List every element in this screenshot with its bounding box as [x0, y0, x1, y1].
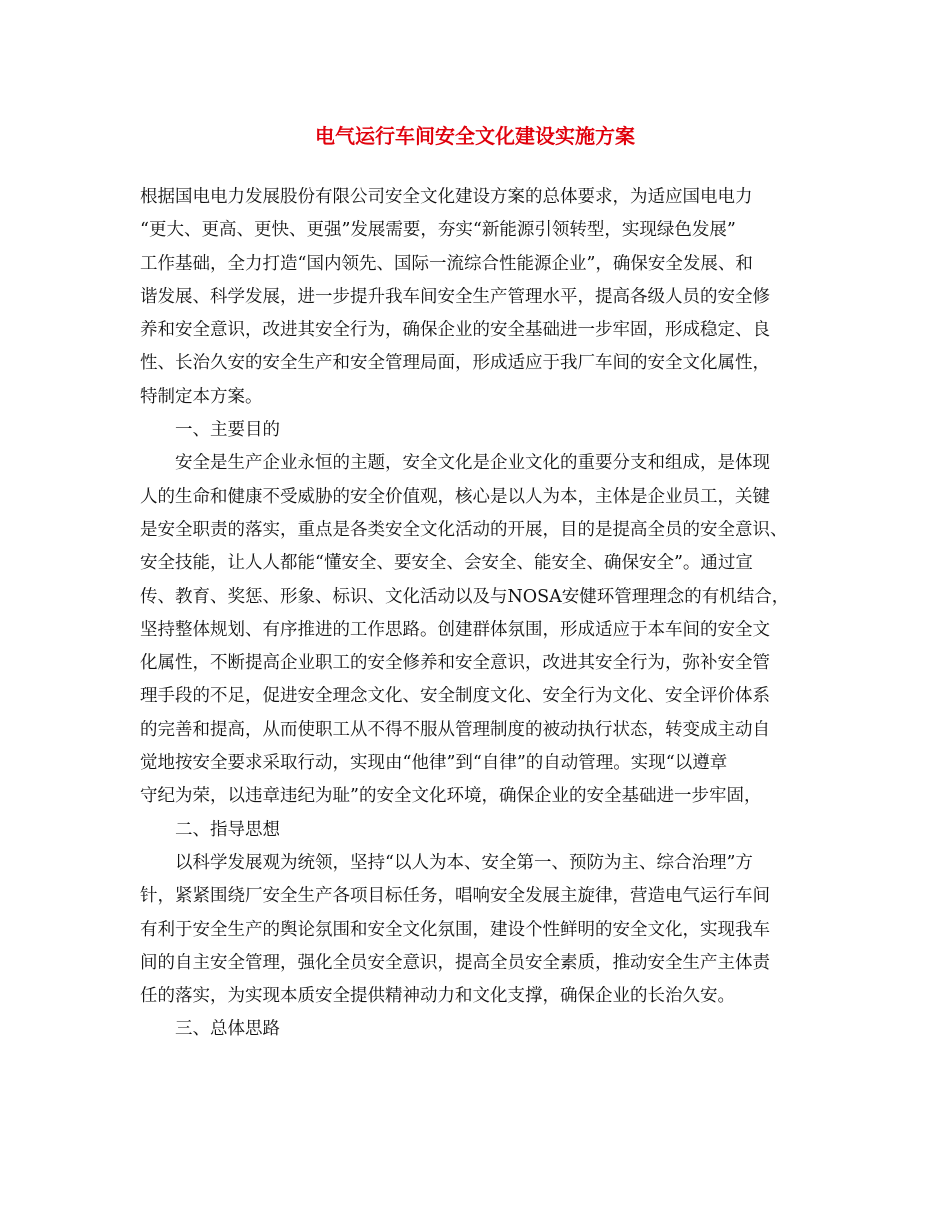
intro-line: 特制定本方案。: [140, 386, 263, 407]
section2-line: 有利于安全生产的舆论氛围和安全文化氛围，建设个性鲜明的安全文化，实现我车: [140, 919, 770, 940]
section2-line: 针，紧紧围绕厂安全生产各项目标任务，唱响安全发展主旋律，营造电气运行车间: [140, 886, 770, 907]
section-heading-guiding-ideology: 二、指导思想: [175, 819, 280, 840]
section2-line: 间的自主安全管理，强化全员安全意识，提高全员安全素质，推动安全生产主体责: [140, 952, 770, 973]
section1-line: 安全是生产企业永恒的主题，安全文化是企业文化的重要分支和组成，是体现: [175, 453, 770, 474]
section1-line: 传、教育、奖惩、形象、标识、文化活动以及与NOSA安健环管理理念的有机结合，: [140, 586, 790, 607]
section1-line: 坚持整体规划、有序推进的工作思路。创建群体氛围，形成适应于本车间的安全文: [140, 619, 770, 640]
section2-line: 以科学发展观为统领，坚持“以人为本、安全第一、预防为主、综合治理”方: [175, 852, 753, 873]
section1-line: 守纪为荣，以违章违纪为耻”的安全文化环境，确保企业的安全基础进一步牢固，: [140, 786, 762, 807]
intro-line: 根据国电电力发展股份有限公司安全文化建设方案的总体要求，为适应国电电力: [140, 187, 753, 207]
document-body: [140, 181, 820, 1047]
intro-line: “更大、更高、更快、更强”发展需要，夯实“新能源引领转型，实现绿色发展”: [140, 220, 736, 241]
section2-line: 任的落实，为实现本质安全提供精神动力和文化支撑，确保企业的长治久安。: [140, 986, 735, 1007]
intro-line: 谐发展、科学发展，进一步提升我车间安全生产管理水平，提高各级人员的安全修: [140, 286, 770, 307]
document-title: 电气运行车间安全文化建设实施方案: [315, 124, 635, 148]
intro-line: 养和安全意识，改进其安全行为，确保企业的安全基础进一步牢固，形成稳定、良: [140, 320, 770, 341]
section1-line: 人的生命和健康不受威胁的安全价值观，核心是以人为本，主体是企业员工，关键: [140, 486, 770, 507]
section1-line: 的完善和提高，从而使职工从不得不服从管理制度的被动执行状态，转变成主动自: [140, 719, 770, 740]
intro-line: 性、长治久安的安全生产和安全管理局面，形成适应于我厂车间的安全文化属性，: [140, 353, 770, 374]
section-heading-overall-approach: 三、总体思路: [175, 1019, 280, 1040]
section1-line: 理手段的不足，促进安全理念文化、安全制度文化、安全行为文化、安全评价体系: [140, 686, 770, 707]
section1-line: 觉地按安全要求采取行动，实现由“他律”到“自律”的自动管理。实现“以遵章: [140, 753, 728, 774]
section1-line: 是安全职责的落实，重点是各类安全文化活动的开展，目的是提高全员的安全意识、: [140, 519, 788, 540]
section1-line: 化属性，不断提高企业职工的安全修养和安全意识，改进其安全行为，弥补安全管: [140, 653, 770, 674]
section-heading-main-purpose: 一、主要目的: [175, 420, 280, 441]
intro-line: 工作基础，全力打造“国内领先、国际一流综合性能源企业”，确保安全发展、和: [140, 253, 753, 274]
section1-line: 安全技能，让人人都能“懂安全、要安全、会安全、能安全、确保安全”。通过宣: [140, 553, 753, 574]
